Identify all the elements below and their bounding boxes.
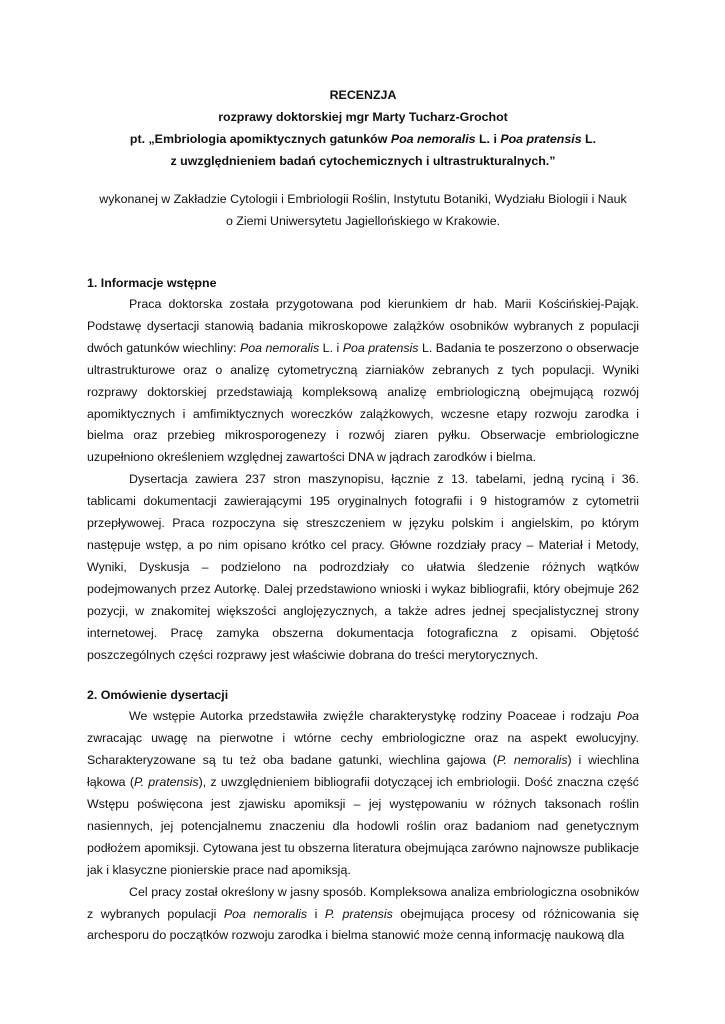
section-1-paragraph-1 (87, 294, 639, 469)
document-content (87, 84, 639, 947)
genus-name: Poa (616, 709, 639, 724)
section-2-paragraph-1 (87, 706, 639, 881)
text-run: Praca doktorska została przygotowana pod kierunkiem dr hab. Marii Kościńskiej-Pająk. Podstawę dysertacji stanowią badania mikroskopowe zalążków osobników wybranych z populacji dwóch gatunków wiechliny: (87, 297, 639, 355)
text-run: L. i (319, 340, 343, 355)
subheader-institution-line: wykonanej w Zakładzie Cytologii i Embriologii Roślin, Instytutu Botaniki, Wydziału Biologii i Nauk (99, 192, 627, 206)
text-run: We wstępie Autorka przedstawiła zwięźle charakterystykę rodziny Poaceae i rodzaju (129, 709, 617, 724)
section-2-paragraph-2 (87, 882, 639, 948)
section-1-title: 1. Informacje wstępne (87, 276, 217, 290)
text-run: i (307, 906, 325, 921)
species-name: P. pratensis (133, 775, 199, 790)
document-subheader (87, 188, 639, 232)
species-name: P. nemoralis (496, 753, 568, 768)
species-name: Poa nemoralis (223, 906, 308, 921)
text-run: ), z uwzględnieniem bibliografii dotyczącej ich embriologii. Dość znaczna część Wstępu poświęcona jest zjawisku apomiksji – jej występowaniu w różnych taksonach roślin nasiennych, jej potencjalnemu znaczeniu dla hodowli roślin oraz badaniom nad genetycznym podłożem apomiksji. Cytowana jest tu obszerna literatura obejmująca zarówno najnowsze publikacje jak i klasyczne pionierskie prace nad apomiksją. (87, 775, 640, 877)
header-title-part: L. i (475, 132, 501, 146)
document-header (87, 84, 639, 172)
section-2-title: 2. Omówienie dysertacji (87, 688, 229, 703)
header-thesis-title (87, 128, 639, 150)
header-thesis-author: rozprawy doktorskiej mgr Marty Tucharz-Grochot (218, 110, 508, 124)
text-run: obejmująca procesy od różnicowania się archesporu do początków rozwoju zarodka i bielma stanowić może cenną informację naukową dla (87, 906, 639, 943)
header-title-part: pt. „Embriologia apomiktycznych gatunków (129, 132, 391, 146)
header-title: RECENZJA (329, 88, 397, 102)
text-run: ) i wiechlina łąkowa ( (87, 753, 640, 790)
header-species-name: Poa nemoralis (390, 132, 476, 146)
header-title-part: L. (581, 132, 597, 146)
text-run: Cel pracy został określony w jasny sposób. Kompleksowa analiza embriologiczna osobników z wybranych populacji (87, 884, 639, 921)
header-species-name: Poa pratensis (500, 132, 582, 146)
species-name: P. pratensis (324, 906, 393, 921)
species-name: Poa nemoralis (239, 340, 320, 355)
text-run: zwracając uwagę na pierwotne i wtórne cechy embriologiczne oraz na aspekt ewolucyjny. Scharakteryzowane są tu też oba badane gatunki, wiechlina gajowa ( (87, 731, 639, 768)
subheader-university-line: o Ziemi Uniwersytetu Jagiellońskiego w Krakowie. (225, 214, 501, 228)
section-1-paragraph-2: Dysertacja zawiera 237 stron maszynopisu, łącznie z 13. tabelami, jedną ryciną i 36. tablicami dokumentacji zawierającymi 195 oryginalnych fotografii i 9 histogramów z cytometrii przepływowej. Praca rozpoczyna się streszczeniem w języku polskim i angielskim, po którym następuje wstęp, a po nim opisano krótko cel pracy. Główne rozdziały pracy – Materiał i Metody, Wyniki, Dyskusja – podzielono na podrozdziały co ułatwia śledzenie różnych wątków podejmowanych przez Autorkę. Dalej przedstawiono wnioski i wykaz bibliografii, który obejmuje 262 pozycji, w znakomitej większości anglojęzycznych, a także adres jednej specjalistycznej strony internetowej. Pracę zamyka obszerna dokumentacja fotograficzna z opisami. Objętość poszczególnych części rozprawy jest właściwie dobrana do treści merytorycznych. (87, 472, 639, 662)
species-name: Poa pratensis (342, 340, 419, 355)
text-run: L. Badania te poszerzono o obserwacje ultrastrukturowe oraz o analizę cytometryczną ziarniaków zebranych z tych populacji. Wyniki rozprawy doktorskiej przedstawiają kompleksową analizę embriologiczną obejmującą rozwój apomiktycznych i amfimiktycznych woreczków zalążkowych, wczesne etapy rozwoju zarodka i bielma oraz przebieg mikrosporogenezy i rozwój ziaren pyłku. Obserwacje embriologiczne uzupełniono określeniem względnej zawartości DNA w jądrach zarodków i bielma. (87, 340, 640, 465)
header-thesis-subtitle: z uwzględnieniem badań cytochemicznych i ultrastrukturalnych.” (170, 154, 556, 168)
